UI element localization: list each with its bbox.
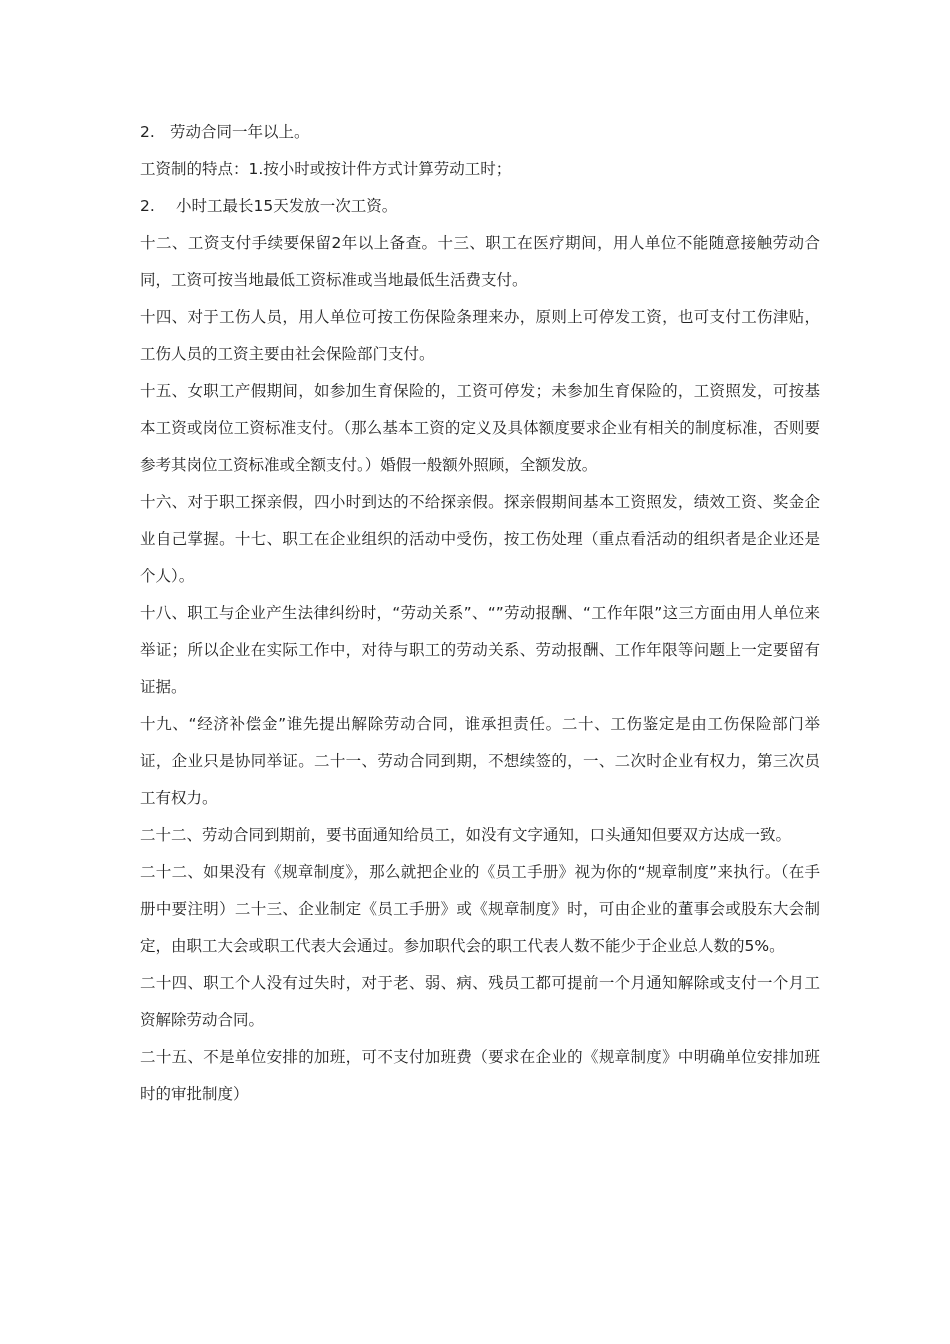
paragraph-text: 劳动合同一年以上。 xyxy=(170,123,310,141)
list-number: 2. xyxy=(140,197,155,215)
paragraph-13: 二十五、不是单位安排的加班，可不支付加班费（要求在企业的《规章制度》中明确单位安排加班时的审批制度） xyxy=(140,1048,820,1103)
paragraph-10: 二十二、劳动合同到期前，要书面通知给员工，如没有文字通知，口头通知但要双方达成一致。 xyxy=(140,826,792,844)
paragraph-4: 十二、工资支付手续要保留2年以上备查。十三、职工在医疗期间，用人单位不能随意接触劳动合同，工资可按当地最低工资标准或当地最低生活费支付。 xyxy=(140,234,820,289)
list-number: 2. xyxy=(140,123,155,141)
paragraph-5: 十四、对于工伤人员，用人单位可按工伤保险条理来办，原则上可停发工资，也可支付工伤津贴，工伤人员的工资主要由社会保险部门支付。 xyxy=(140,308,820,363)
paragraph-2: 工资制的特点：1.按小时或按计件方式计算劳动工时； xyxy=(140,160,512,178)
paragraph-3 xyxy=(140,188,820,225)
paragraph-7: 十六、对于职工探亲假，四小时到达的不给探亲假。探亲假期间基本工资照发，绩效工资、奖金企业自己掌握。十七、职工在企业组织的活动中受伤，按工伤处理（重点看活动的组织者是企业还是个人）。 xyxy=(140,493,820,585)
paragraph-9: 十九、“经济补偿金”谁先提出解除劳动合同，谁承担责任。二十、工伤鉴定是由工伤保险部门举证，企业只是协同举证。二十一、劳动合同到期，不想续签的，一、二次时企业有权力，第三次员工有权力。 xyxy=(140,715,820,807)
document-body xyxy=(140,114,820,1113)
paragraph-11: 二十二、如果没有《规章制度》，那么就把企业的《员工手册》视为你的“规章制度”来执行。（在手册中要注明）二十三、企业制定《员工手册》或《规章制度》时，可由企业的董事会或股东大会制定，由职工大会或职工代表大会通过。参加职代会的职工代表人数不能少于企业总人数的5%。 xyxy=(140,863,820,955)
paragraph-6: 十五、女职工产假期间，如参加生育保险的，工资可停发；未参加生育保险的，工资照发，可按基本工资或岗位工资标准支付。（那么基本工资的定义及具体额度要求企业有相关的制度标准，否则要参考其岗位工资标准或全额支付。）婚假一般额外照顾，全额发放。 xyxy=(140,382,820,474)
paragraph-12: 二十四、职工个人没有过失时，对于老、弱、病、残员工都可提前一个月通知解除或支付一个月工资解除劳动合同。 xyxy=(140,974,820,1029)
paragraph-text: 小时工最长15天发放一次工资。 xyxy=(176,197,398,215)
paragraph-1 xyxy=(140,114,820,151)
paragraph-8: 十八、职工与企业产生法律纠纷时，“劳动关系”、“”劳动报酬、“工作年限”这三方面由用人单位来举证；所以企业在实际工作中，对待与职工的劳动关系、劳动报酬、工作年限等问题上一定要留有证据。 xyxy=(140,604,820,696)
